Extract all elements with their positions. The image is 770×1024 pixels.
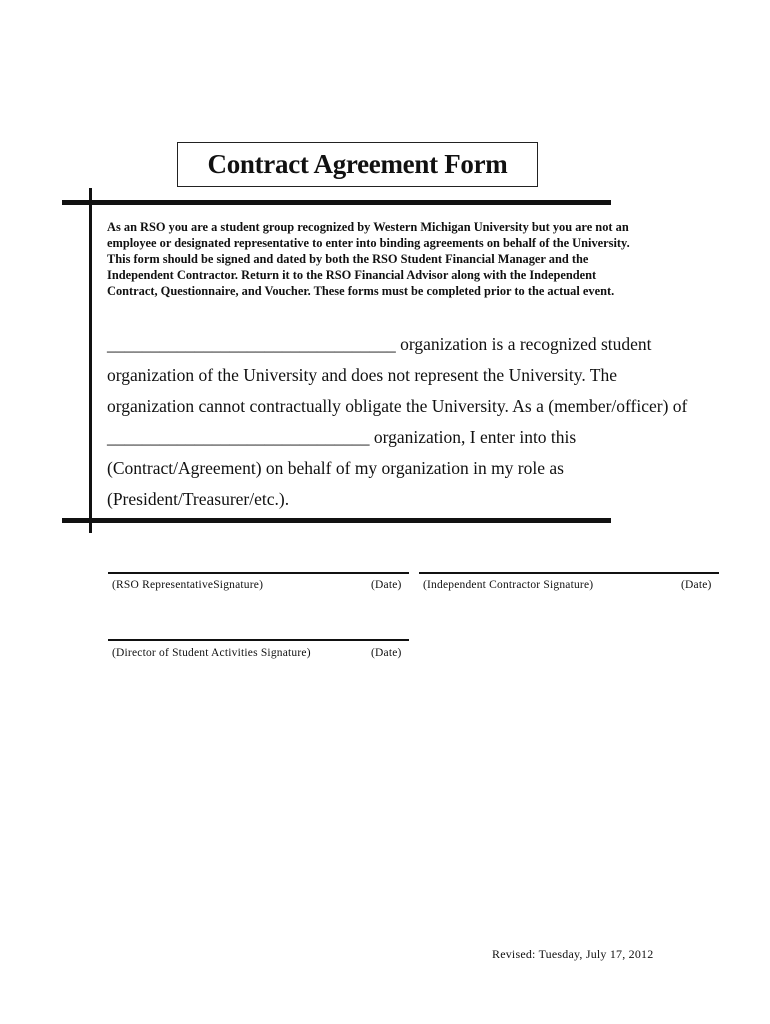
agreement-line: (Contract/Agreement) on behalf of my organization in my role as xyxy=(107,458,564,478)
rso-rep-date-label: (Date) xyxy=(371,579,402,591)
intro-line: This form should be signed and dated by both the RSO Student Financial Manager and the xyxy=(107,252,589,266)
agreement-line: organization of the University and does not represent the University. The xyxy=(107,365,617,385)
agreement-line: organization cannot contractually obligate the University. As a (member/officer) of xyxy=(107,396,688,416)
intro-line: Independent Contractor. Return it to the RSO Financial Advisor along with the Independent xyxy=(107,268,597,282)
intro-line: employee or designated representative to enter into binding agreements on behalf of the University. xyxy=(107,236,630,250)
intro-paragraph xyxy=(107,219,707,299)
director-date-label: (Date) xyxy=(371,647,402,659)
form-title: Contract Agreement Form xyxy=(177,142,538,187)
agreement-paragraph xyxy=(107,329,717,515)
agreement-line: ______________________________ organization, I enter into this xyxy=(107,427,577,447)
revision-date: Revised: Tuesday, July 17, 2012 xyxy=(492,947,654,961)
intro-line: As an RSO you are a student group recognized by Western Michigan University but you are not an xyxy=(107,220,629,234)
rso-rep-signature-line[interactable] xyxy=(108,572,409,574)
top-rule xyxy=(62,200,611,205)
bottom-rule xyxy=(62,518,611,523)
contractor-signature-line[interactable] xyxy=(419,572,719,574)
director-signature-label: (Director of Student Activities Signature) xyxy=(112,647,311,659)
contractor-date-label: (Date) xyxy=(681,579,712,591)
agreement-line: _________________________________ organization is a recognized student xyxy=(107,334,652,354)
rso-rep-signature-label: (RSO RepresentativeSignature) xyxy=(112,579,264,591)
intro-line: Contract, Questionnaire, and Voucher. These forms must be completed prior to the actual event. xyxy=(107,284,615,298)
contractor-signature-label: (Independent Contractor Signature) xyxy=(423,579,594,591)
left-vertical-rule xyxy=(89,188,92,533)
agreement-line: (President/Treasurer/etc.). xyxy=(107,489,290,509)
director-signature-line[interactable] xyxy=(108,639,409,641)
